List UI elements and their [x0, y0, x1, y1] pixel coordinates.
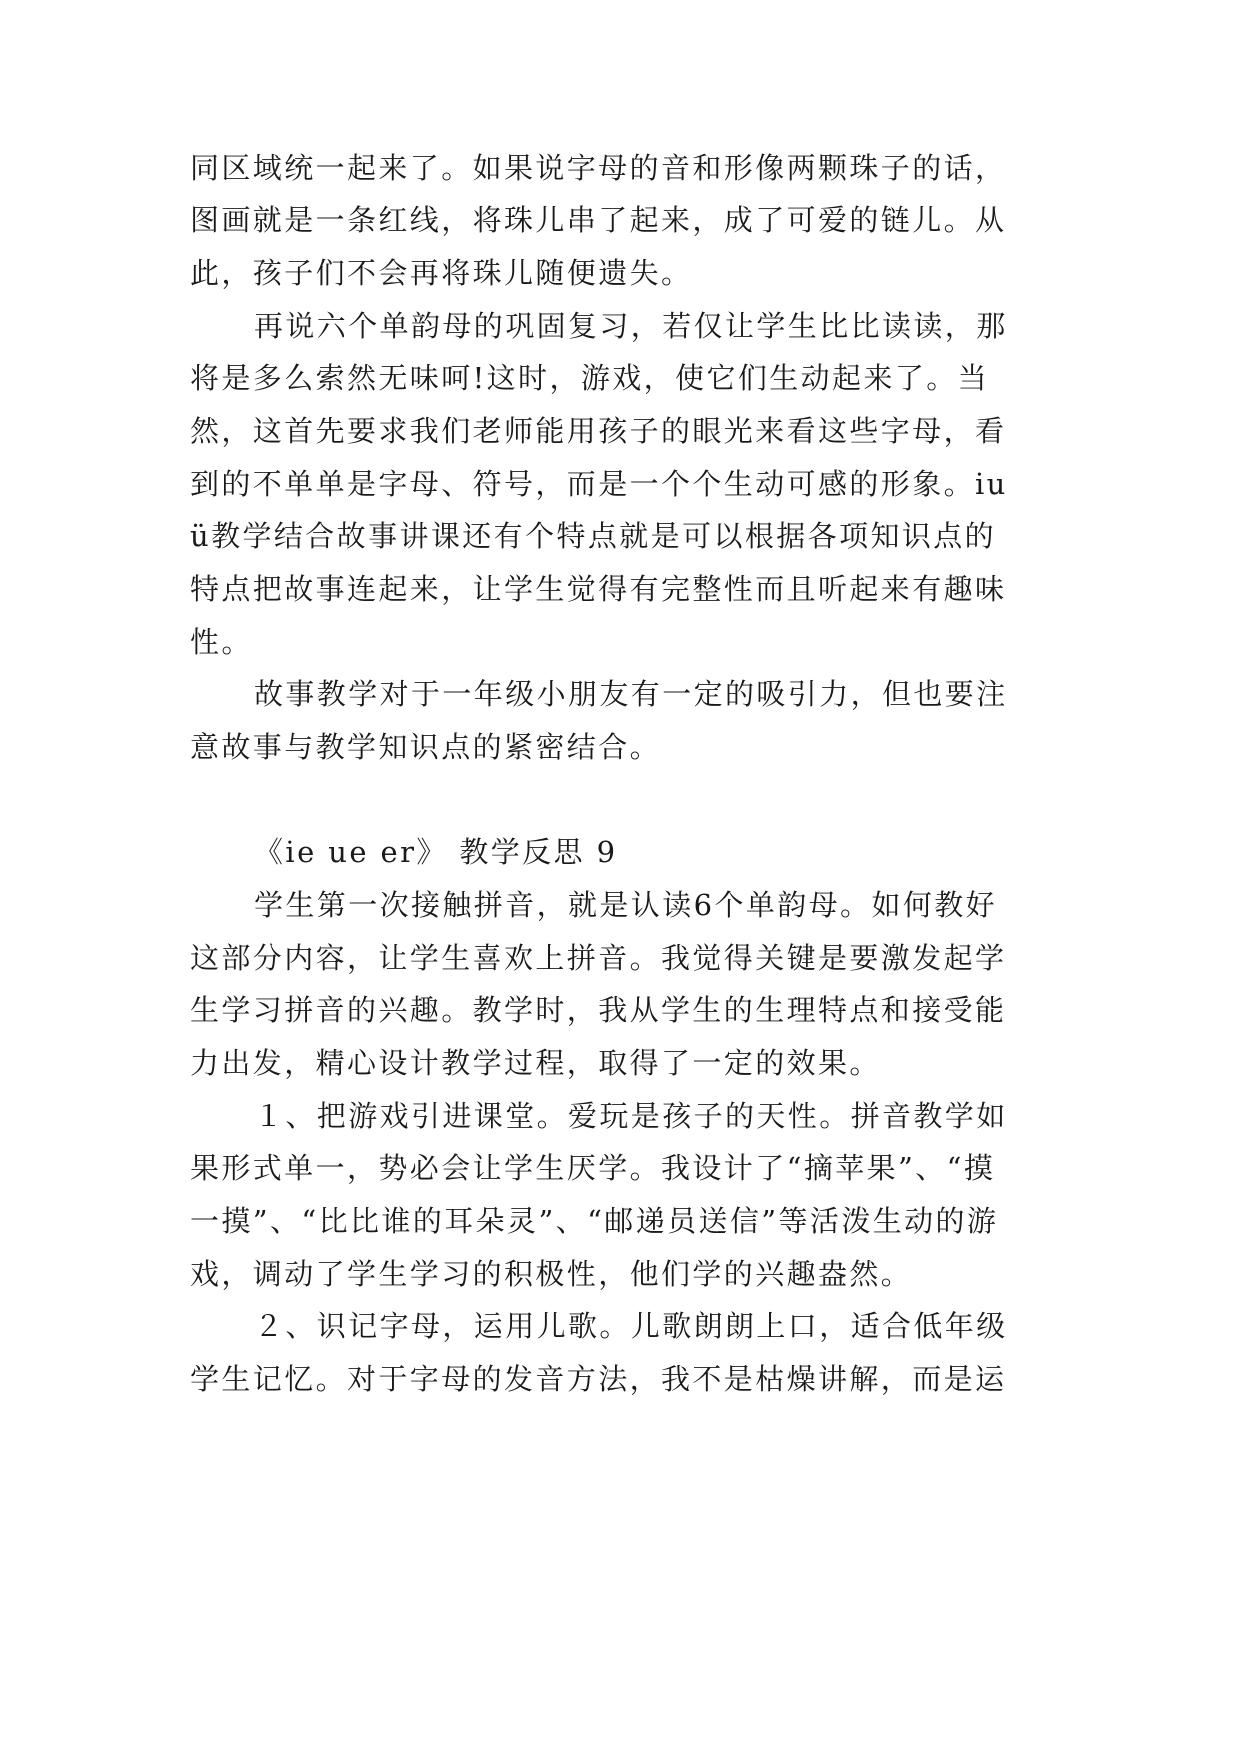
text-line: 此，孩子们不会再将珠儿随便遗失。	[190, 256, 693, 290]
text-line: 同区域统一起来了。如果说字母的音和形像两颗珠子的话，	[190, 151, 1007, 185]
text-line: 一摸”、“比比谁的耳朵灵”、“邮递员送信”等活泼生动的游	[190, 1204, 999, 1238]
text-line: 果形式单一，势必会让学生厌学。我设计了“摘苹果”、“摸	[190, 1151, 996, 1185]
text-line: 力出发，精心设计教学过程，取得了一定的效果。	[190, 1046, 881, 1080]
text-line: 到的不单单是字母、符号，而是一个个生动可感的形象。iu	[190, 467, 1008, 501]
text-line: 意故事与教学知识点的紧密结合。	[190, 730, 662, 764]
text-line: ü教学结合故事讲课还有个特点就是可以根据各项知识点的	[190, 519, 997, 553]
text-line: 然，这首先要求我们老师能用孩子的眼光来看这些字母，看	[190, 414, 1007, 448]
section-heading: 《ie ue er》 教学反思 9	[254, 835, 618, 869]
text-line: 再说六个单韵母的巩固复习，若仅让学生比比读读，那	[254, 309, 1008, 343]
text-line: 图画就是一条红线，将珠儿串了起来，成了可爱的链儿。从	[190, 203, 1007, 237]
text-line: ２、识记字母，运用儿歌。儿歌朗朗上口，适合低年级	[254, 1309, 1008, 1343]
text-line: 生学习拼音的兴趣。教学时，我从学生的生理特点和接受能	[190, 993, 1007, 1027]
text-line: 学生第一次接触拼音，就是认读6个单韵母。如何教好	[254, 888, 998, 922]
text-line: 戏，调动了学生学习的积极性，他们学的兴趣盎然。	[190, 1257, 913, 1291]
text-line: １、把游戏引进课堂。爱玩是孩子的天性。拼音教学如	[254, 1099, 1008, 1133]
text-line: 学生记忆。对于字母的发音方法，我不是枯燥讲解，而是运	[190, 1362, 1007, 1396]
text-line: 故事教学对于一年级小朋友有一定的吸引力，但也要注	[254, 677, 1008, 711]
text-line: 将是多么索然无味呵!这时，游戏，使它们生动起来了。当	[190, 361, 990, 395]
text-line: 特点把故事连起来，让学生觉得有完整性而且听起来有趣味	[190, 572, 1007, 606]
text-line: 这部分内容，让学生喜欢上拼音。我觉得关键是要激发起学	[190, 941, 1007, 975]
text-line: 性。	[190, 625, 253, 659]
